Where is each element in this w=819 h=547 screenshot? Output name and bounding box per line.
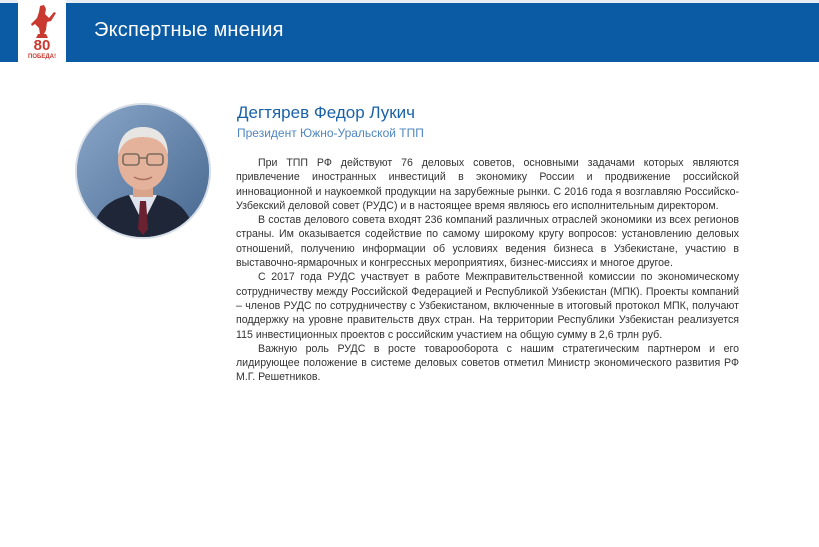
page-header [0, 0, 819, 62]
section-title: Экспертные мнения [94, 19, 284, 41]
logo-text: ПОБЕДА! [28, 54, 56, 60]
person-role: Президент Южно-Уральской ТПП [237, 126, 424, 140]
portrait-photo [75, 103, 211, 239]
victory-80-logo-icon [18, 0, 66, 62]
article-paragraph: С 2017 года РУДС участвует в работе Межправительственной комиссии по экономическому сотрудничеству между Российской Федерацией и Республикой Узбекистан (МПК). Проекты компаний – членов РУДС по сотрудничеству с Узбекистаном, включенные в итоговый протокол МПК, получают поддержку на уровне правительств двух стран. На территории Республики Узбекистан реализуется 115 инвестиционных проектов с российским участием на общую сумму в 2,6 трлн руб. [236, 271, 739, 341]
article-paragraph: Важную роль РУДС в росте товарооборота с нашим стратегическим партнером и его лидирующее положение в системе деловых советов отметил Министр экономического развития РФ М.Г. Решетников. [236, 342, 739, 384]
victory-80-logo [18, 0, 66, 62]
portrait-illustration [77, 105, 209, 237]
person-name: Дегтярев Федор Лукич [237, 103, 416, 122]
article-paragraph: При ТПП РФ действуют 76 деловых советов, основными задачами которых являются привлечение иностранных инвестиций в экономику России и продвижение российской инновационной и наукоемкой продукции на зарубежные рынки. С 2016 года я возглавляю Российско-Узбекский деловой совет (РУДС) и в настоящее время являюсь его исполнительным директором. [236, 157, 739, 212]
article-paragraph: В состав делового совета входят 236 компаний различных отраслей экономики из всех регионов страны. Им оказывается содействие по самому широкому кругу вопросов: установлению деловых отношений, получению информации об условиях ведения бизнеса в Узбекистане, участию в выставочно-ярмарочных и конгрессных мероприятиях, бизнес-миссиях и многое другое. [236, 214, 739, 270]
article-body [236, 156, 739, 385]
header-top-line [0, 0, 819, 3]
statue-silhouette [31, 5, 56, 34]
logo-number: 80 [33, 37, 51, 54]
